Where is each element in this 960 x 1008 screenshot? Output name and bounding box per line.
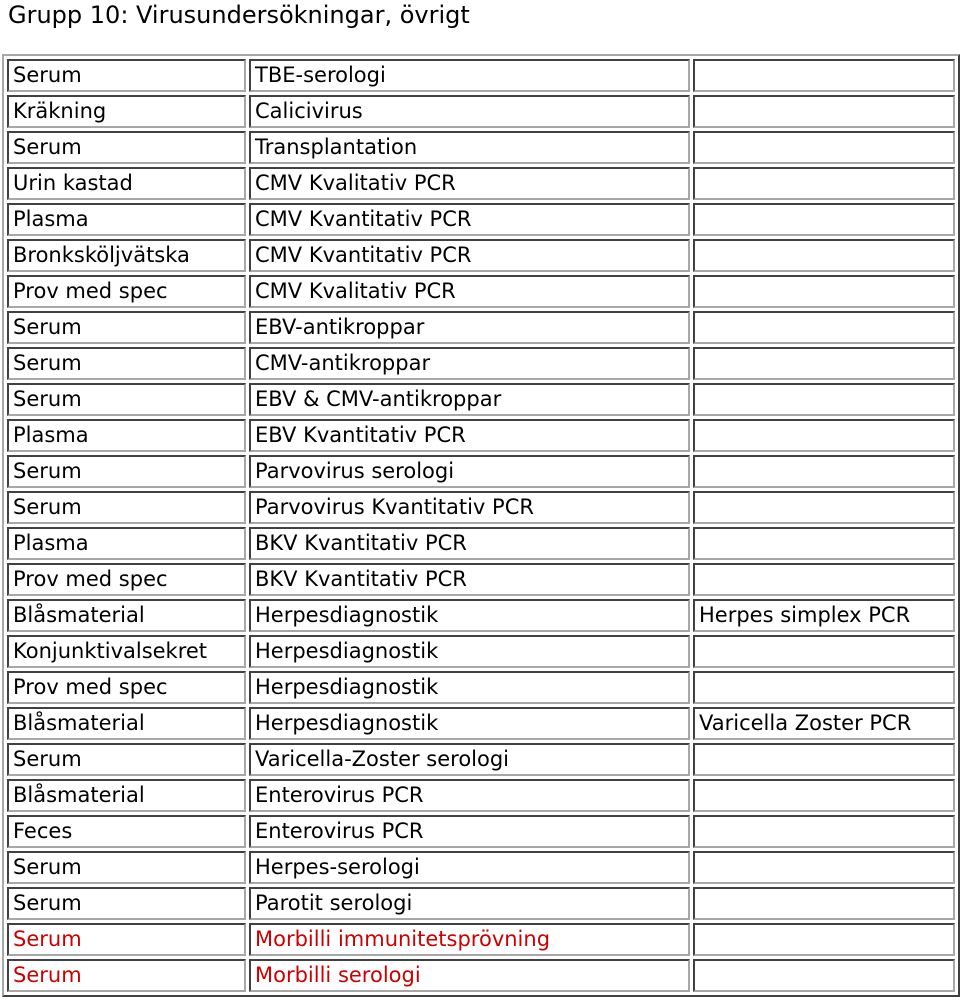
table-row: [7, 383, 955, 416]
analysis-table-body: [7, 59, 955, 992]
table-row: [7, 275, 955, 308]
note-cell: [693, 563, 955, 596]
analysis-cell: CMV-antikroppar: [249, 347, 690, 380]
analysis-cell: Morbilli immunitetsprövning: [249, 923, 690, 956]
analysis-cell: Varicella-Zoster serologi: [249, 743, 690, 776]
note-cell: [693, 167, 955, 200]
note-cell: [693, 671, 955, 704]
specimen-cell: Serum: [7, 383, 246, 416]
analysis-cell: Herpesdiagnostik: [249, 671, 690, 704]
table-row: [7, 347, 955, 380]
note-cell: [693, 923, 955, 956]
note-cell: [693, 239, 955, 272]
table-row: [7, 851, 955, 884]
specimen-cell: Serum: [7, 959, 246, 992]
specimen-cell: Serum: [7, 491, 246, 524]
note-cell: [693, 347, 955, 380]
table-row: [7, 779, 955, 812]
specimen-cell: Serum: [7, 347, 246, 380]
analysis-cell: CMV Kvalitativ PCR: [249, 167, 690, 200]
specimen-cell: Serum: [7, 851, 246, 884]
note-cell: [693, 959, 955, 992]
analysis-cell: Parotit serologi: [249, 887, 690, 920]
table-row: [7, 455, 955, 488]
page-title: Grupp 10: Virusundersökningar, övrigt: [8, 1, 470, 29]
analysis-cell: Morbilli serologi: [249, 959, 690, 992]
table-row: [7, 419, 955, 452]
specimen-cell: Serum: [7, 455, 246, 488]
note-cell: [693, 455, 955, 488]
analysis-cell: EBV & CMV-antikroppar: [249, 383, 690, 416]
table-row: [7, 311, 955, 344]
note-cell: [693, 203, 955, 236]
note-cell: Varicella Zoster PCR: [693, 707, 955, 740]
note-cell: Herpes simplex PCR: [693, 599, 955, 632]
specimen-cell: Feces: [7, 815, 246, 848]
table-row: [7, 59, 955, 92]
table-row: [7, 239, 955, 272]
table-row: [7, 95, 955, 128]
table-row: [7, 887, 955, 920]
note-cell: [693, 59, 955, 92]
specimen-cell: Bronksköljvätska: [7, 239, 246, 272]
analysis-cell: Herpesdiagnostik: [249, 635, 690, 668]
note-cell: [693, 383, 955, 416]
analysis-table: [2, 54, 960, 997]
analysis-cell: Parvovirus serologi: [249, 455, 690, 488]
analysis-cell: Enterovirus PCR: [249, 779, 690, 812]
specimen-cell: Serum: [7, 743, 246, 776]
table-row: [7, 203, 955, 236]
analysis-cell: Transplantation: [249, 131, 690, 164]
specimen-cell: Plasma: [7, 419, 246, 452]
specimen-cell: Prov med spec: [7, 563, 246, 596]
analysis-cell: BKV Kvantitativ PCR: [249, 563, 690, 596]
table-row: [7, 599, 955, 632]
table-row: [7, 923, 955, 956]
analysis-cell: CMV Kvalitativ PCR: [249, 275, 690, 308]
specimen-cell: Blåsmaterial: [7, 599, 246, 632]
note-cell: [693, 815, 955, 848]
specimen-cell: Serum: [7, 311, 246, 344]
specimen-cell: Blåsmaterial: [7, 707, 246, 740]
note-cell: [693, 491, 955, 524]
table-row: [7, 563, 955, 596]
analysis-cell: Herpesdiagnostik: [249, 599, 690, 632]
analysis-cell: EBV-antikroppar: [249, 311, 690, 344]
specimen-cell: Urin kastad: [7, 167, 246, 200]
analysis-cell: TBE-serologi: [249, 59, 690, 92]
table-row: [7, 527, 955, 560]
note-cell: [693, 131, 955, 164]
specimen-cell: Serum: [7, 59, 246, 92]
analysis-cell: Enterovirus PCR: [249, 815, 690, 848]
analysis-cell: EBV Kvantitativ PCR: [249, 419, 690, 452]
table-row: [7, 707, 955, 740]
note-cell: [693, 275, 955, 308]
table-row: [7, 131, 955, 164]
note-cell: [693, 887, 955, 920]
specimen-cell: Serum: [7, 131, 246, 164]
analysis-cell: CMV Kvantitativ PCR: [249, 239, 690, 272]
specimen-cell: Kräkning: [7, 95, 246, 128]
table-row: [7, 167, 955, 200]
table-row: [7, 959, 955, 992]
note-cell: [693, 311, 955, 344]
specimen-cell: Plasma: [7, 203, 246, 236]
specimen-cell: Serum: [7, 887, 246, 920]
note-cell: [693, 743, 955, 776]
analysis-cell: CMV Kvantitativ PCR: [249, 203, 690, 236]
table-row: [7, 491, 955, 524]
analysis-cell: Calicivirus: [249, 95, 690, 128]
specimen-cell: Prov med spec: [7, 671, 246, 704]
note-cell: [693, 635, 955, 668]
table-row: [7, 635, 955, 668]
note-cell: [693, 527, 955, 560]
analysis-cell: Herpesdiagnostik: [249, 707, 690, 740]
specimen-cell: Plasma: [7, 527, 246, 560]
table-row: [7, 743, 955, 776]
specimen-cell: Prov med spec: [7, 275, 246, 308]
specimen-cell: Serum: [7, 923, 246, 956]
note-cell: [693, 419, 955, 452]
specimen-cell: Konjunktivalsekret: [7, 635, 246, 668]
table-row: [7, 671, 955, 704]
note-cell: [693, 95, 955, 128]
note-cell: [693, 779, 955, 812]
analysis-cell: Herpes-serologi: [249, 851, 690, 884]
specimen-cell: Blåsmaterial: [7, 779, 246, 812]
table-row: [7, 815, 955, 848]
analysis-cell: Parvovirus Kvantitativ PCR: [249, 491, 690, 524]
analysis-cell: BKV Kvantitativ PCR: [249, 527, 690, 560]
note-cell: [693, 851, 955, 884]
